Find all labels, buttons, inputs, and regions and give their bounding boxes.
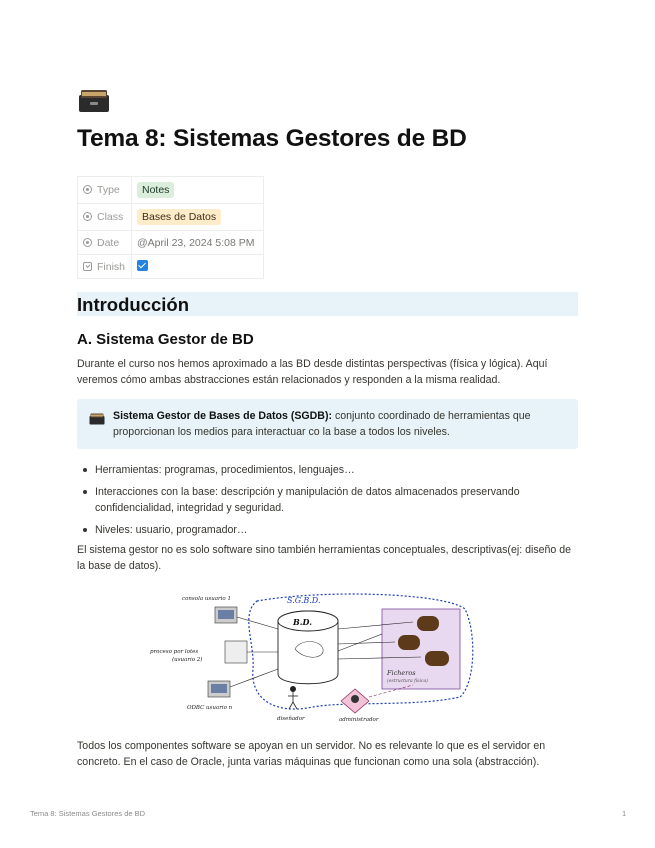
callout-text — [113, 408, 553, 440]
tag-notes: Notes — [137, 182, 174, 198]
batch-icon — [225, 641, 247, 663]
finish-checkbox[interactable] — [137, 260, 148, 271]
list-item: Niveles: usuario, programador… — [77, 522, 582, 538]
disenador-label: diseñador — [277, 716, 305, 722]
footer-title: Tema 8: Sistemas Gestores de BD — [30, 809, 146, 818]
section-heading: Introducción — [77, 294, 190, 315]
page-title: Tema 8: Sistemas Gestores de BD — [77, 125, 467, 152]
list-item: Herramientas: programas, procedimientos, lenguajes… — [77, 462, 582, 478]
subsection-heading: A. Sistema Gestor de BD — [77, 331, 254, 348]
list-item: Interacciones con la base: descripción y manipulación de datos almacenados preservando confidencialidad, integridad y seguridad. — [77, 484, 582, 516]
page-number: 1 — [622, 809, 627, 818]
sgbd-architecture-diagram — [145, 589, 475, 726]
property-value-type[interactable] — [132, 177, 264, 204]
property-value-finish[interactable] — [132, 255, 264, 279]
property-value-class[interactable] — [132, 204, 264, 231]
bd-label: B.D. — [293, 617, 312, 627]
bulleted-list — [77, 462, 582, 544]
checkbox-icon — [83, 262, 92, 271]
odbc-label: ODBC usuario n — [187, 705, 233, 711]
usuario2-label: (usuario 2) — [172, 657, 203, 663]
property-key-date: Date — [78, 231, 132, 255]
file-cabinet-icon — [78, 89, 110, 113]
callout-definition: conjunto coordinado de herramientas que proporcionan los medios para interactuar co la base a todos los niveles. — [113, 410, 531, 438]
sgbd-paragraph: El sistema gestor no es solo software sino también herramientas conceptuales, descriptivas(ej: diseño de la base de datos). — [77, 544, 572, 572]
ficheros-label: Ficheros — [387, 669, 416, 677]
file-disk-1 — [417, 616, 439, 631]
file-disk-3 — [425, 651, 449, 666]
property-key-type: Type — [78, 177, 132, 204]
definition-callout — [77, 399, 578, 449]
file-disk-2 — [398, 635, 420, 650]
select-icon — [83, 185, 92, 194]
callout-term: Sistema Gestor de Bases de Datos (SGDB): — [113, 410, 333, 422]
property-row-finish[interactable] — [78, 255, 264, 279]
select-icon — [83, 212, 92, 221]
properties-table — [77, 176, 264, 279]
intro-paragraph: Durante el curso nos hemos aproximado a las BD desde distintas perspectivas (física y lógica). Aquí veremos cómo ambas abstracciones están relacionados y responden a la misma realidad. — [77, 358, 548, 386]
clock-icon — [83, 238, 92, 247]
property-key-finish: Finish — [78, 255, 132, 279]
tag-bases-de-datos: Bases de Datos — [137, 209, 221, 225]
property-row-class[interactable] — [78, 204, 264, 231]
property-key-class: Class — [78, 204, 132, 231]
property-value-date[interactable]: @April 23, 2024 5:08 PM — [132, 231, 264, 255]
file-cabinet-icon — [89, 413, 105, 425]
sgbd-label: S.G.B.D. — [287, 596, 321, 605]
administrador-label: administrador — [339, 717, 379, 723]
property-row-date[interactable] — [78, 231, 264, 255]
property-row-type[interactable] — [78, 177, 264, 204]
proceso-label: proceso por lotes — [150, 649, 199, 655]
server-paragraph: Todos los componentes software se apoyan en un servidor. No es relevante lo que es el servidor en concreto. En el caso de Oracle, junta varias máquinas que funcionan como una sola (abstracción). — [77, 740, 546, 768]
ficheros-sub-label: (estructura física) — [387, 679, 428, 684]
consola-label: consola usuario 1 — [182, 596, 231, 602]
